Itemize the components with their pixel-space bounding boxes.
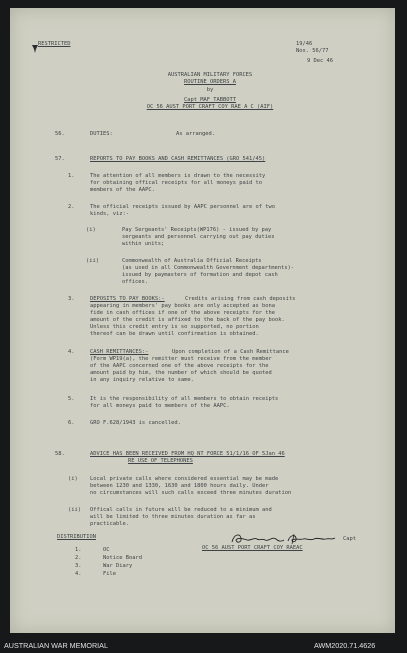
subpara-ii-line: offices. [122, 279, 148, 285]
para-4-line: (Form WP19(a), the remitter must receive from the member [90, 356, 272, 362]
item-56-number: 56. [55, 131, 65, 137]
phone-rule-ii-line: will be limited to three minutes duration as far as [90, 514, 256, 520]
phone-rule-ii-line: Offical calls in future will be reduced to a minimum and [90, 507, 272, 513]
item-57-number: 57. [55, 156, 65, 162]
para-4-line: in any inquiry relative to same. [90, 377, 194, 383]
para-3-heading: DEPOSITS TO PAY BOOKS:- [90, 296, 165, 302]
para-4-number: 4. [68, 349, 75, 355]
item-56-text: As arranged. [176, 131, 215, 137]
distribution-recipient: OC [103, 547, 110, 553]
para-2-line: The official receipts issued by AAPC personnel are of two [90, 204, 275, 210]
para-4-line: of the AAPC concerned one of the above receipts for the [90, 363, 269, 369]
distribution-number: 1. [75, 547, 82, 553]
phone-rule-i-number: (i) [68, 476, 78, 482]
para-1-line: members of the AAPC. [90, 187, 155, 193]
para-3-line: Unless this credit entry is so supported, no portion [90, 324, 259, 330]
para-1-line: for obtaining offical receipts for all moneys paid to [90, 180, 263, 186]
distribution-heading: DISTRIBUTION [57, 534, 96, 540]
item-56-title: DUTIES: [90, 131, 113, 137]
title-line-3: by [206, 87, 214, 93]
reference-number: 19/46 [296, 41, 313, 47]
distribution-recipient: File [103, 571, 116, 577]
para-3-line: thereof can be drawn until confirmation is obtained. [90, 331, 259, 337]
item-58-heading: RE USE OF TELEPHONES [128, 458, 193, 464]
para-4-heading: CASH REMITTANCES:- [90, 349, 149, 355]
signatory-unit: OC 56 AUST PORT CRAFT COY RAEAC [202, 545, 303, 551]
item-58-number: 58. [55, 451, 65, 457]
subpara-ii-line: (as used in all Commonwealth Government departments)- [122, 265, 295, 271]
subpara-i-line: within units; [122, 241, 165, 247]
archive-credit: AUSTRALIAN WAR MEMORIAL [4, 641, 108, 650]
title-line-1: AUSTRALIAN MILITARY FORCES [167, 72, 253, 78]
title-line-5: OC 56 AUST PORT CRAFT COY RAE A C (AIF) [146, 104, 274, 110]
subpara-ii-line: issued by paymasters of formation and depot cash [122, 272, 278, 278]
para-3-line: amount of the credit is affixed to the back of the pay book. [90, 317, 285, 323]
phone-rule-i-line: Local private calls where considered essential may be made [90, 476, 279, 482]
pin-mark-icon [30, 44, 40, 54]
para-5-line: It is the responsibility of all members to obtain receipts [90, 396, 279, 402]
para-1-number: 1. [68, 173, 75, 179]
order-date: 9 Dec 46 [307, 58, 333, 64]
phone-rule-ii-number: (ii) [68, 507, 81, 513]
distribution-recipient: Notice Board [103, 555, 142, 561]
para-6-line: GRO F.628/1943 is cancelled. [90, 420, 181, 426]
subpara-ii-line: Commonwealth of Australia Official Receipts [122, 258, 262, 264]
para-5-number: 5. [68, 396, 75, 402]
item-57-heading: REPORTS TO PAY BOOKS AND CASH REMITTANCES (GRO 541/45) [90, 156, 266, 162]
title-line-2: ROUTINE ORDERS A [184, 79, 236, 85]
para-2-line: kinds, viz:- [90, 211, 129, 217]
para-3-line: Credits arising from cash deposits [185, 296, 296, 302]
para-2-number: 2. [68, 204, 75, 210]
para-1-line: The attention of all members is drawn to the necessity [90, 173, 266, 179]
para-3-line: fide in cash offices if one of the above receipts for the [90, 310, 275, 316]
classification-label: RESTRICTED [38, 41, 71, 47]
para-4-line: Upon completion of a Cash Remittance [172, 349, 289, 355]
distribution-number: 3. [75, 563, 82, 569]
subpara-i-line: Pay Sergeants' Receipts(WP176) - issued by pay [122, 227, 272, 233]
para-3-line: appearing in members' pay books are only accepted as bona [90, 303, 275, 309]
subpara-i-line: sergeants and personnel carrying out pay duties [122, 234, 275, 240]
signatory-rank: Capt [343, 536, 356, 542]
archive-accession-number: AWM2020.71.4626 [314, 641, 376, 650]
para-4-line: amount paid by him, the number of which should be quoted [90, 370, 272, 376]
subpara-i-number: (i) [86, 227, 96, 233]
distribution-recipient: War Diary [103, 563, 133, 569]
distribution-number: 4. [75, 571, 82, 577]
order-numbers: Nos. 56/77 [296, 48, 329, 54]
para-3-number: 3. [68, 296, 75, 302]
phone-rule-i-line: between 1230 and 1330, 1630 and 1800 hours daily. Under [90, 483, 269, 489]
phone-rule-i-line: no circumstances will such calls exceed three minutes duration [90, 490, 292, 496]
item-58-heading: ADVICE HAS BEEN RECEIVED FROM HQ NT FORCE 51/1/16 OF 5Jan 46 [90, 451, 285, 457]
para-5-line: for all moneys paid to members of the AAPC. [90, 403, 230, 409]
phone-rule-ii-line: practicable. [90, 521, 129, 527]
title-line-4: Capt MAF TABBOTT [184, 97, 236, 103]
distribution-number: 2. [75, 555, 82, 561]
para-6-number: 6. [68, 420, 75, 426]
subpara-ii-number: (ii) [86, 258, 99, 264]
